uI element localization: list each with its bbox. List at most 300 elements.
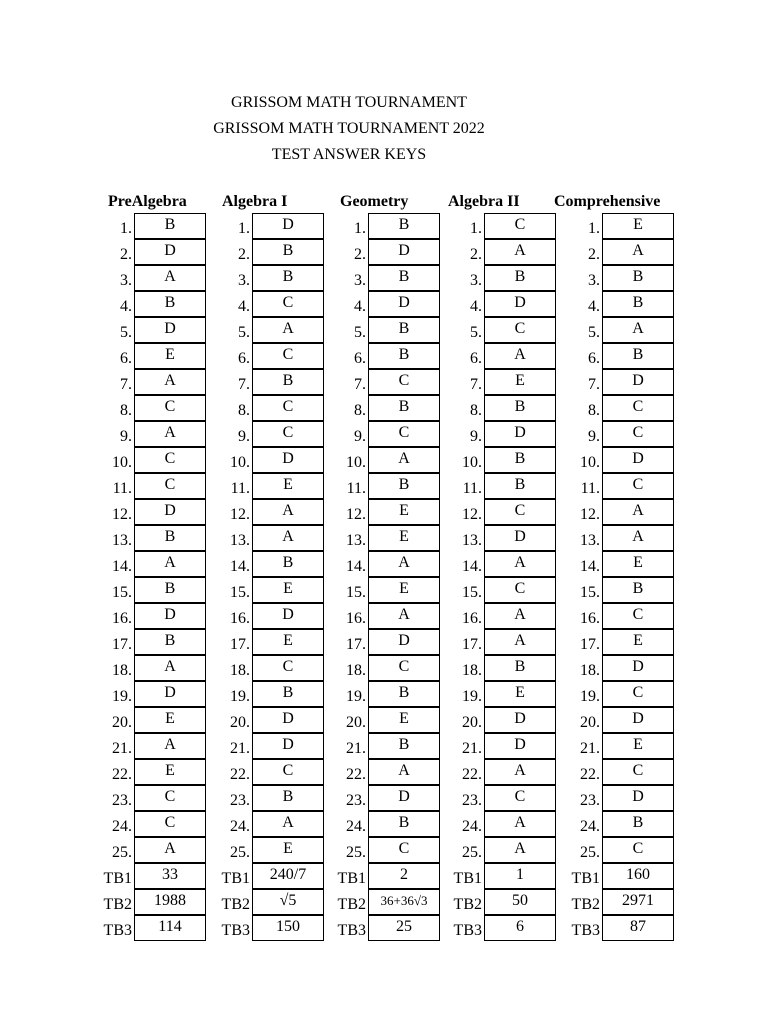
- answer-row: [568, 292, 660, 318]
- answer-row: [218, 682, 294, 708]
- answer-row: [568, 578, 660, 604]
- answer-row: [450, 318, 526, 344]
- answer-row: [568, 812, 660, 838]
- answer-row: [218, 890, 297, 916]
- answer-cell: A: [134, 837, 206, 863]
- question-number: 11.: [580, 480, 600, 497]
- answer-cell: C: [252, 343, 324, 369]
- answer-cell: 240/7: [252, 863, 324, 889]
- answer-cell: D: [368, 239, 440, 265]
- answer-row: [568, 838, 660, 864]
- answer-cell: D: [602, 447, 674, 473]
- column-header: Comprehensive: [554, 193, 661, 210]
- question-number: 18.: [230, 662, 250, 679]
- answer-row: [334, 344, 408, 370]
- question-number: 13.: [112, 532, 132, 549]
- answer-row: [100, 292, 187, 318]
- answer-cell: A: [484, 551, 556, 577]
- answer-row: [334, 214, 408, 240]
- answer-cell: C: [368, 421, 440, 447]
- question-number: 8.: [354, 402, 366, 419]
- answer-cell: E: [602, 629, 674, 655]
- question-number: 5.: [470, 324, 482, 341]
- answer-cell: C: [602, 395, 674, 421]
- question-number: 17.: [112, 636, 132, 653]
- answer-cell: C: [252, 655, 324, 681]
- answer-row: [568, 448, 660, 474]
- question-number: 20.: [346, 714, 366, 731]
- answer-row: [100, 344, 187, 370]
- answer-cell: E: [368, 707, 440, 733]
- question-number: 21.: [580, 740, 600, 757]
- answer-cell: D: [134, 603, 206, 629]
- answer-row: [218, 474, 293, 500]
- answer-cell: 150: [252, 915, 324, 941]
- question-number: 10.: [462, 454, 482, 471]
- answer-row: [334, 916, 412, 942]
- answer-row: [568, 526, 660, 552]
- answer-row: [450, 552, 526, 578]
- answer-row: [450, 916, 524, 942]
- answer-cell: D: [602, 655, 674, 681]
- answer-cell: B: [484, 655, 556, 681]
- answer-cell: B: [368, 473, 440, 499]
- answer-cell: C: [368, 655, 440, 681]
- question-number: 16.: [230, 610, 250, 627]
- question-number: TB1: [337, 870, 366, 887]
- answer-row: [334, 292, 408, 318]
- answer-cell: D: [368, 629, 440, 655]
- question-number: 20.: [112, 714, 132, 731]
- answer-cell: E: [484, 681, 556, 707]
- question-number: 23.: [580, 792, 600, 809]
- answer-cell: C: [484, 317, 556, 343]
- answer-row: [100, 890, 187, 916]
- question-number: 14.: [580, 558, 600, 575]
- answer-row: [100, 240, 187, 266]
- question-number: TB2: [337, 896, 366, 913]
- answer-row: [334, 812, 408, 838]
- answer-cell: E: [602, 213, 674, 239]
- question-number: 3.: [470, 272, 482, 289]
- answer-cell: A: [252, 317, 324, 343]
- question-number: 18.: [462, 662, 482, 679]
- question-number: 6.: [588, 350, 600, 367]
- answer-cell: C: [602, 421, 674, 447]
- answer-row: [450, 266, 526, 292]
- answer-cell: E: [134, 343, 206, 369]
- answer-cell: C: [602, 681, 674, 707]
- question-number: TB1: [103, 870, 132, 887]
- question-number: 10.: [230, 454, 250, 471]
- question-number: 11.: [230, 480, 250, 497]
- answer-cell: B: [368, 681, 440, 707]
- answer-row: [568, 708, 660, 734]
- question-number: 14.: [346, 558, 366, 575]
- answer-row: [334, 682, 408, 708]
- question-number: 4.: [354, 298, 366, 315]
- answer-cell: A: [134, 551, 206, 577]
- answer-column: [334, 190, 428, 942]
- question-number: 15.: [346, 584, 366, 601]
- question-number: 12.: [346, 506, 366, 523]
- answer-row: [100, 760, 187, 786]
- answer-cell: C: [602, 759, 674, 785]
- answer-row: [450, 396, 526, 422]
- answer-cell: C: [602, 837, 674, 863]
- answer-cell: 1988: [134, 889, 206, 915]
- answer-cell: A: [134, 265, 206, 291]
- question-number: TB3: [453, 922, 482, 939]
- answer-row: [100, 318, 187, 344]
- answer-row: [568, 474, 660, 500]
- answer-cell: C: [252, 759, 324, 785]
- answer-cell: A: [252, 811, 324, 837]
- question-number: 12.: [580, 506, 600, 523]
- question-number: 19.: [112, 688, 132, 705]
- answer-row: [100, 266, 187, 292]
- answer-cell: C: [484, 785, 556, 811]
- column-header: Geometry: [340, 193, 409, 210]
- answer-column: [448, 190, 528, 942]
- answer-row: [218, 370, 294, 396]
- answer-row: [218, 656, 294, 682]
- question-number: 5.: [238, 324, 250, 341]
- question-number: 17.: [346, 636, 366, 653]
- answer-cell: 6: [484, 915, 556, 941]
- answer-cell: C: [484, 213, 556, 239]
- question-number: 12.: [462, 506, 482, 523]
- question-number: 18.: [346, 662, 366, 679]
- answer-cell: D: [484, 291, 556, 317]
- answer-cell: B: [252, 239, 324, 265]
- answer-row: [218, 864, 307, 890]
- answer-cell: B: [252, 369, 324, 395]
- answer-row: [218, 838, 293, 864]
- question-number: 20.: [462, 714, 482, 731]
- question-number: 19.: [230, 688, 250, 705]
- question-number: 23.: [462, 792, 482, 809]
- question-number: 19.: [346, 688, 366, 705]
- answer-cell: A: [368, 551, 440, 577]
- answer-cell: C: [134, 473, 206, 499]
- question-number: 25.: [580, 844, 600, 861]
- question-number: TB2: [571, 896, 600, 913]
- answer-cell: B: [368, 213, 440, 239]
- answer-cell: 1: [484, 863, 556, 889]
- answer-cell: 36+36√3: [368, 889, 440, 915]
- question-number: 18.: [580, 662, 600, 679]
- question-number: 4.: [238, 298, 250, 315]
- question-number: TB2: [103, 896, 132, 913]
- question-number: 24.: [346, 818, 366, 835]
- question-number: 1.: [470, 220, 482, 237]
- question-number: TB3: [221, 922, 250, 939]
- answer-row: [218, 916, 300, 942]
- question-number: 22.: [580, 766, 600, 783]
- answer-row: [450, 760, 526, 786]
- answer-row: [568, 370, 660, 396]
- question-number: 6.: [238, 350, 250, 367]
- answer-row: [100, 578, 187, 604]
- answer-cell: D: [484, 733, 556, 759]
- answer-cell: √5: [252, 889, 324, 915]
- answer-row: [568, 786, 660, 812]
- answer-cell: B: [368, 811, 440, 837]
- answer-cell: E: [252, 577, 324, 603]
- answer-row: [450, 890, 528, 916]
- question-number: 22.: [112, 766, 132, 783]
- question-number: 10.: [112, 454, 132, 471]
- answer-row: [334, 474, 408, 500]
- answer-row: [334, 552, 408, 578]
- answer-row: [218, 318, 294, 344]
- answer-row: [568, 214, 660, 240]
- answer-row: [568, 734, 660, 760]
- answer-row: [218, 396, 294, 422]
- answer-cell: C: [368, 369, 440, 395]
- question-number: 10.: [346, 454, 366, 471]
- answer-row: [568, 396, 660, 422]
- answer-row: [450, 864, 524, 890]
- answer-cell: E: [134, 707, 206, 733]
- question-number: 11.: [462, 480, 482, 497]
- answer-row: [334, 708, 408, 734]
- answer-cell: D: [602, 707, 674, 733]
- question-number: 24.: [580, 818, 600, 835]
- answer-column: [100, 190, 187, 942]
- title-block: [0, 90, 698, 168]
- answer-cell: D: [252, 603, 324, 629]
- answer-row: [450, 370, 525, 396]
- answer-cell: C: [252, 395, 324, 421]
- answer-cell: C: [602, 473, 674, 499]
- answer-row: [218, 422, 294, 448]
- question-number: 14.: [112, 558, 132, 575]
- answer-row: [218, 734, 294, 760]
- question-number: 7.: [238, 376, 250, 393]
- question-number: 6.: [470, 350, 482, 367]
- question-number: 7.: [470, 376, 482, 393]
- answer-row: [568, 864, 660, 890]
- question-number: 17.: [462, 636, 482, 653]
- answer-row: [568, 552, 660, 578]
- title-line-2: GRISSOM MATH TOURNAMENT 2022: [213, 120, 485, 137]
- question-number: 23.: [112, 792, 132, 809]
- answer-row: [450, 734, 526, 760]
- answer-row: [334, 838, 408, 864]
- question-number: 17.: [580, 636, 600, 653]
- answer-cell: B: [484, 265, 556, 291]
- question-number: 15.: [112, 584, 132, 601]
- answer-row: [450, 526, 526, 552]
- answer-cell: C: [252, 421, 324, 447]
- answer-row: [100, 812, 187, 838]
- question-number: 13.: [580, 532, 600, 549]
- answer-row: [568, 916, 660, 942]
- answer-row: [100, 708, 187, 734]
- answer-row: [568, 682, 660, 708]
- question-number: 25.: [230, 844, 250, 861]
- answer-cell: A: [134, 733, 206, 759]
- question-number: 8.: [470, 402, 482, 419]
- answer-row: [334, 500, 408, 526]
- answer-row: [450, 292, 526, 318]
- answer-row: [100, 526, 187, 552]
- answer-cell: B: [252, 265, 324, 291]
- question-number: TB1: [453, 870, 482, 887]
- question-number: 4.: [588, 298, 600, 315]
- answer-cell: B: [602, 577, 674, 603]
- answer-row: [450, 786, 526, 812]
- answer-cell: E: [252, 837, 324, 863]
- answer-cell: A: [252, 499, 324, 525]
- answer-row: [334, 890, 428, 916]
- answer-row: [334, 864, 408, 890]
- answer-row: [568, 266, 660, 292]
- answer-row: [100, 214, 187, 240]
- question-number: TB2: [221, 896, 250, 913]
- answer-cell: D: [602, 369, 674, 395]
- answer-cell: B: [368, 733, 440, 759]
- answer-cell: 25: [368, 915, 440, 941]
- answer-row: [334, 786, 408, 812]
- question-number: 2.: [470, 246, 482, 263]
- answer-cell: B: [602, 291, 674, 317]
- answer-cell: A: [484, 239, 556, 265]
- answer-cell: C: [484, 577, 556, 603]
- answer-cell: A: [484, 603, 556, 629]
- question-number: 7.: [354, 376, 366, 393]
- question-number: TB1: [571, 870, 600, 887]
- answer-cell: D: [484, 421, 556, 447]
- answer-row: [568, 890, 660, 916]
- question-number: 25.: [112, 844, 132, 861]
- answer-row: [218, 448, 294, 474]
- answer-cell: A: [484, 837, 556, 863]
- question-number: 20.: [230, 714, 250, 731]
- answer-cell: A: [602, 525, 674, 551]
- answer-row: [218, 812, 294, 838]
- answer-cell: B: [252, 681, 324, 707]
- question-number: 13.: [230, 532, 250, 549]
- answer-cell: B: [252, 551, 324, 577]
- question-number: 1.: [588, 220, 600, 237]
- answer-cell: C: [134, 395, 206, 421]
- answer-cell: E: [252, 473, 324, 499]
- answer-cell: D: [134, 239, 206, 265]
- question-number: 24.: [112, 818, 132, 835]
- question-number: 19.: [580, 688, 600, 705]
- answer-row: [334, 734, 408, 760]
- answer-row: [100, 422, 187, 448]
- answer-row: [334, 526, 408, 552]
- answer-cell: A: [368, 447, 440, 473]
- answer-cell: D: [252, 213, 324, 239]
- answer-row: [334, 630, 408, 656]
- answer-cell: A: [484, 811, 556, 837]
- answer-row: [450, 500, 526, 526]
- answer-row: [568, 630, 660, 656]
- answer-row: [450, 838, 526, 864]
- answer-row: [100, 552, 187, 578]
- answer-row: [218, 552, 294, 578]
- question-number: 23.: [346, 792, 366, 809]
- answer-cell: A: [252, 525, 324, 551]
- answer-cell: A: [134, 421, 206, 447]
- question-number: 24.: [462, 818, 482, 835]
- answer-row: [334, 370, 408, 396]
- question-number: 22.: [230, 766, 250, 783]
- question-number: 1.: [354, 220, 366, 237]
- answer-row: [218, 240, 294, 266]
- question-number: 16.: [462, 610, 482, 627]
- question-number: 13.: [462, 532, 482, 549]
- question-number: 19.: [462, 688, 482, 705]
- answer-cell: D: [134, 317, 206, 343]
- answer-row: [450, 656, 526, 682]
- answer-row: [450, 448, 526, 474]
- answer-cell: E: [602, 733, 674, 759]
- answer-cell: 50: [484, 889, 556, 915]
- answer-cell: B: [368, 343, 440, 369]
- question-number: 6.: [120, 350, 132, 367]
- answer-row: [334, 318, 408, 344]
- question-number: 15.: [580, 584, 600, 601]
- question-number: 9.: [588, 428, 600, 445]
- answer-row: [334, 266, 408, 292]
- answer-cell: A: [134, 369, 206, 395]
- question-number: 21.: [346, 740, 366, 757]
- answer-row: [568, 760, 660, 786]
- answer-row: [450, 214, 526, 240]
- answer-row: [334, 604, 408, 630]
- answer-row: [100, 786, 187, 812]
- question-number: 2.: [354, 246, 366, 263]
- answer-row: [450, 422, 526, 448]
- title-line-1: GRISSOM MATH TOURNAMENT: [231, 94, 467, 111]
- question-number: 3.: [588, 272, 600, 289]
- answer-row: [218, 708, 294, 734]
- question-number: TB1: [221, 870, 250, 887]
- answer-cell: E: [484, 369, 556, 395]
- question-number: 3.: [354, 272, 366, 289]
- question-number: 2.: [120, 246, 132, 263]
- answer-cell: C: [602, 603, 674, 629]
- answer-row: [100, 500, 187, 526]
- answer-cell: D: [484, 525, 556, 551]
- answer-cell: B: [368, 395, 440, 421]
- answer-cell: C: [484, 499, 556, 525]
- answer-cell: C: [134, 811, 206, 837]
- answer-row: [334, 240, 408, 266]
- answer-cell: B: [368, 317, 440, 343]
- answer-cell: 33: [134, 863, 206, 889]
- answer-cell: 87: [602, 915, 674, 941]
- question-number: 8.: [238, 402, 250, 419]
- question-number: 16.: [112, 610, 132, 627]
- answer-row: [334, 656, 408, 682]
- answer-row: [100, 474, 187, 500]
- answer-cell: E: [602, 551, 674, 577]
- answer-cell: D: [252, 447, 324, 473]
- answer-cell: E: [134, 759, 206, 785]
- answer-cell: A: [134, 655, 206, 681]
- answer-cell: E: [368, 577, 440, 603]
- question-number: 5.: [354, 324, 366, 341]
- answer-row: [218, 266, 294, 292]
- answer-cell: E: [368, 499, 440, 525]
